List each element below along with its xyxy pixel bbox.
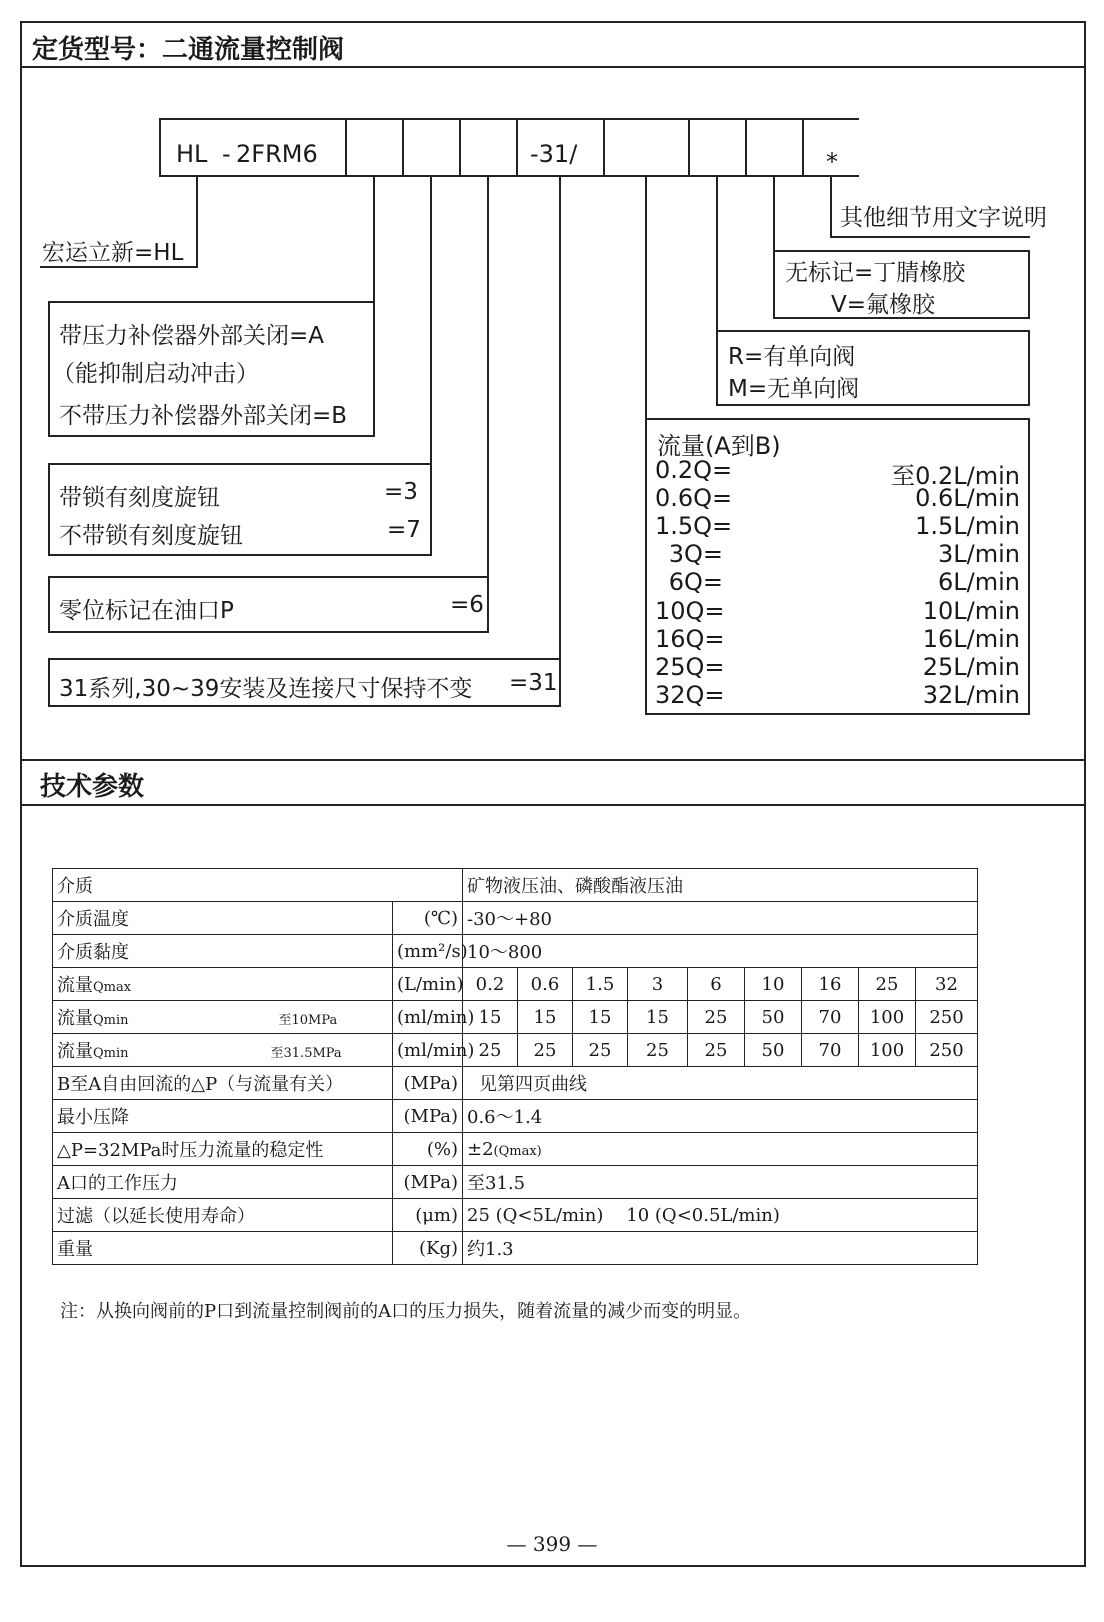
- param-value: 50: [745, 1034, 802, 1067]
- knob-lock-code: =3: [384, 479, 418, 505]
- compensator-a-note: （能抑制启动冲击）: [52, 361, 259, 387]
- table-row: [53, 935, 978, 968]
- leader-compensator: [373, 175, 375, 303]
- leader-brand: [196, 175, 198, 267]
- param-value: 0.6～1.4: [463, 1100, 978, 1133]
- param-value: 15: [573, 1001, 628, 1034]
- flow-value: 10L/min: [922, 597, 1020, 625]
- table-row: [53, 1166, 978, 1199]
- param-unit: (℃): [393, 902, 463, 935]
- brand-label: 宏运立新=HL: [42, 240, 184, 266]
- param-value: 见第四页曲线: [463, 1067, 978, 1100]
- details-underline: [830, 236, 1030, 238]
- flow-code: 3Q=: [668, 540, 723, 568]
- series-box: [48, 658, 561, 707]
- knob-box: [48, 463, 432, 556]
- code-cell-model: 2FRM6: [236, 140, 318, 168]
- param-name: 介质温度: [53, 902, 393, 935]
- seal-option-fkm: V=氟橡胶: [831, 292, 936, 318]
- flow-value: 16L/min: [922, 625, 1020, 653]
- flow-value: 32L/min: [922, 681, 1020, 709]
- flow-row: [655, 597, 1020, 626]
- code-sep: [516, 118, 518, 177]
- table-row: [53, 1034, 978, 1067]
- code-box-top: [159, 118, 859, 120]
- flow-title: 流量(A到B): [657, 432, 781, 460]
- leader-seal: [773, 175, 775, 252]
- leader-zero: [487, 175, 489, 578]
- code-sep: [459, 118, 461, 177]
- param-value: 15: [628, 1001, 688, 1034]
- seal-option-nbr: 无标记=丁腈橡胶: [785, 260, 966, 286]
- param-name-sub: Qmin: [93, 1013, 129, 1028]
- flow-box: [645, 418, 1030, 715]
- order-title: 定货型号：二通流量控制阀: [32, 35, 345, 65]
- knob-nolock-code: =7: [387, 517, 421, 543]
- code-cell-dash: -: [222, 140, 231, 168]
- param-value: 250: [916, 1001, 978, 1034]
- param-value: 50: [745, 1001, 802, 1034]
- code-cell-series: -31/: [530, 140, 578, 168]
- param-value: 100: [859, 1001, 916, 1034]
- flow-row: [655, 484, 1020, 513]
- code-sep: [745, 118, 747, 177]
- check-valve-without: M=无单向阀: [728, 376, 860, 402]
- table-row: [53, 1232, 978, 1265]
- zero-mark-box: [48, 576, 489, 633]
- flow-row: [655, 625, 1020, 654]
- param-value: 25: [628, 1034, 688, 1067]
- param-unit: (%): [393, 1133, 463, 1166]
- param-value: 3: [628, 968, 688, 1001]
- param-value: 25: [573, 1034, 628, 1067]
- table-row: [53, 902, 978, 935]
- series-label: 31系列,30~39安装及连接尺寸保持不变: [59, 676, 473, 702]
- flow-row: [655, 653, 1020, 682]
- param-name: 介质黏度: [53, 935, 393, 968]
- param-name: 最小压降: [53, 1100, 393, 1133]
- param-unit: (MPa): [393, 1067, 463, 1100]
- flow-row: [655, 512, 1020, 541]
- param-condition: 至31.5MPa: [270, 1046, 342, 1061]
- param-value: 0.2: [463, 968, 518, 1001]
- table-row: [53, 968, 978, 1001]
- flow-row: [655, 568, 1020, 597]
- tech-title: 技术参数: [40, 772, 145, 802]
- table-row: [53, 1100, 978, 1133]
- compensator-a: 带压力补偿器外部关闭=A: [59, 323, 325, 349]
- flow-code: 6Q=: [668, 568, 723, 596]
- leader-check: [716, 175, 718, 332]
- code-sep: [402, 118, 404, 177]
- code-sep: [159, 118, 161, 177]
- param-name-main: 流量: [57, 1041, 93, 1062]
- leader-details: [830, 175, 832, 237]
- param-value: 25: [859, 968, 916, 1001]
- compensator-box: [48, 301, 375, 437]
- param-value: 32: [916, 968, 978, 1001]
- flow-value: 1.5L/min: [915, 512, 1020, 540]
- flow-code: 0.2Q=: [655, 456, 733, 484]
- tech-divider-top: [20, 759, 1086, 761]
- code-sep: [802, 118, 804, 177]
- param-value: 100: [859, 1034, 916, 1067]
- param-unit: (L/min): [393, 968, 463, 1001]
- zero-mark-label: 零位标记在油口P: [59, 598, 234, 624]
- code-cell-star: *: [826, 148, 838, 176]
- param-unit: (mm²/s): [393, 935, 463, 968]
- leader-series: [559, 175, 561, 660]
- flow-value: 至0.2L/min: [891, 462, 1020, 490]
- param-value: 70: [802, 1001, 859, 1034]
- param-value: 矿物液压油、磷酸酯液压油: [463, 869, 978, 902]
- table-row: [53, 1067, 978, 1100]
- param-name: B至A自由回流的△P（与流量有关）: [53, 1067, 393, 1100]
- param-value: -30～+80: [463, 902, 978, 935]
- tech-params-table: [52, 868, 978, 1265]
- param-unit: (μm): [393, 1199, 463, 1232]
- param-name: [53, 1001, 393, 1034]
- flow-value: 0.6L/min: [915, 484, 1020, 512]
- flow-row: [655, 540, 1020, 569]
- series-code: =31: [509, 670, 558, 696]
- param-value: 25: [463, 1034, 518, 1067]
- param-name-main: 流量: [57, 1008, 93, 1029]
- param-condition: 至10MPa: [278, 1013, 338, 1028]
- flow-code: 32Q=: [655, 681, 725, 709]
- knob-lock-label: 带锁有刻度旋钮: [59, 485, 220, 511]
- param-value: 25: [518, 1034, 573, 1067]
- param-unit: (Kg): [393, 1232, 463, 1265]
- title-divider: [20, 66, 1086, 68]
- seal-box: [773, 250, 1030, 319]
- table-row: [53, 1001, 978, 1034]
- flow-code: 0.6Q=: [655, 484, 733, 512]
- knob-nolock-label: 不带锁有刻度旋钮: [59, 523, 243, 549]
- param-value: 6: [688, 968, 745, 1001]
- param-value: 15: [463, 1001, 518, 1034]
- compensator-b: 不带压力补偿器外部关闭=B: [59, 403, 348, 429]
- table-row: [53, 869, 978, 902]
- other-details-label: 其他细节用文字说明: [840, 205, 1047, 231]
- leader-flow: [645, 175, 647, 420]
- param-value: 16: [802, 968, 859, 1001]
- param-name-sub: Qmax: [93, 980, 132, 995]
- flow-row: [655, 456, 1020, 490]
- check-valve-with: R=有单向阀: [728, 344, 856, 370]
- param-name: 介质: [53, 869, 463, 902]
- flow-code: 10Q=: [655, 597, 725, 625]
- zero-mark-code: =6: [450, 592, 484, 618]
- param-value: 25: [688, 1034, 745, 1067]
- param-value: [463, 1133, 978, 1166]
- param-value-sub: (Qmax): [493, 1143, 542, 1159]
- code-box-bottom: [159, 175, 859, 177]
- table-row: [53, 1199, 978, 1232]
- table-row: [53, 1133, 978, 1166]
- param-value: 1.5: [573, 968, 628, 1001]
- param-name-sub: Qmin: [93, 1046, 129, 1061]
- param-value: 250: [916, 1034, 978, 1067]
- flow-code: 25Q=: [655, 653, 725, 681]
- param-unit: (ml/min): [393, 1001, 463, 1034]
- footnote: 注：从换向阀前的P口到流量控制阀前的A口的压力损失，随着流量的减少而变的明显。: [60, 1301, 752, 1322]
- param-value-main: ±2: [467, 1138, 494, 1160]
- param-value: 至31.5: [463, 1166, 978, 1199]
- param-value: 25: [688, 1001, 745, 1034]
- param-unit: (ml/min): [393, 1034, 463, 1067]
- flow-code: 1.5Q=: [655, 512, 733, 540]
- page-number: — 399 —: [506, 1532, 598, 1556]
- flow-row: [655, 681, 1020, 710]
- tech-divider-bottom: [20, 804, 1086, 806]
- param-name: [53, 968, 393, 1001]
- flow-value: 25L/min: [922, 653, 1020, 681]
- code-sep: [345, 118, 347, 177]
- param-name: A口的工作压力: [53, 1166, 393, 1199]
- param-value: 10: [745, 968, 802, 1001]
- param-value: 0.6: [518, 968, 573, 1001]
- param-name-main: 流量: [57, 975, 93, 996]
- param-unit: (MPa): [393, 1166, 463, 1199]
- param-unit: (MPa): [393, 1100, 463, 1133]
- param-value: 15: [518, 1001, 573, 1034]
- flow-code: 16Q=: [655, 625, 725, 653]
- flow-value: 6L/min: [938, 568, 1020, 596]
- param-name: △P=32MPa时压力流量的稳定性: [53, 1133, 393, 1166]
- param-value: 约1.3: [463, 1232, 978, 1265]
- code-sep: [688, 118, 690, 177]
- param-name: [53, 1034, 393, 1067]
- code-sep: [603, 118, 605, 177]
- param-value: 25 (Q<5L/min) 10 (Q<0.5L/min): [463, 1199, 978, 1232]
- leader-knob: [430, 175, 432, 465]
- param-name: 重量: [53, 1232, 393, 1265]
- code-cell-hl: HL: [176, 140, 208, 168]
- check-valve-box: [716, 330, 1030, 406]
- param-name: 过滤（以延长使用寿命）: [53, 1199, 393, 1232]
- param-value: 10～800: [463, 935, 978, 968]
- flow-value: 3L/min: [938, 540, 1020, 568]
- param-value: 70: [802, 1034, 859, 1067]
